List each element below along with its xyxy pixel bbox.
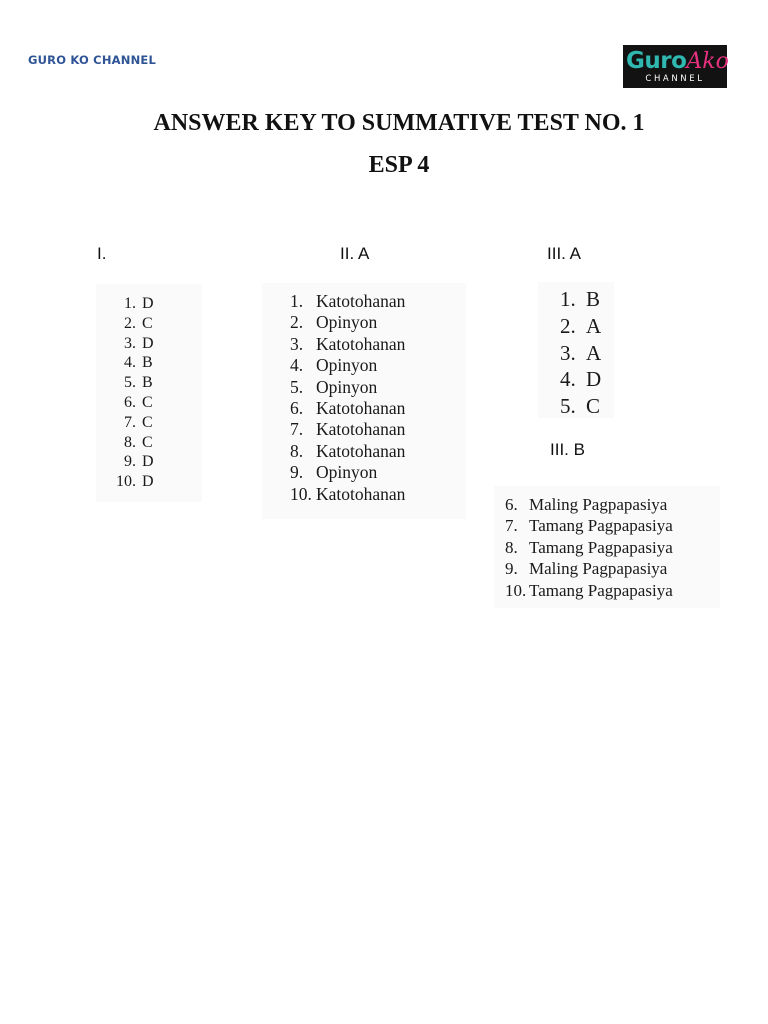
answer-number: 6. xyxy=(505,495,518,514)
section-label-i: I. xyxy=(97,244,107,263)
answer-number: 3. xyxy=(560,340,576,365)
answer-number: 7. xyxy=(505,516,518,536)
answer-item xyxy=(290,355,405,376)
answer-item xyxy=(114,314,154,334)
answer-text: D xyxy=(586,367,602,392)
answer-item xyxy=(114,353,154,373)
answer-text: C xyxy=(586,394,601,419)
answer-number: 4. xyxy=(290,355,304,376)
answer-text: C xyxy=(142,314,153,332)
answer-text: Katotohanan xyxy=(316,333,406,354)
answer-box-section-iii-b xyxy=(494,486,720,608)
answer-item xyxy=(290,377,405,398)
answer-number: 3. xyxy=(290,333,304,354)
answer-item xyxy=(114,334,154,354)
answer-item xyxy=(505,494,673,515)
answer-number: 7. xyxy=(290,419,304,440)
answer-text: Opinyon xyxy=(316,376,378,397)
header-brand: GURO KO CHANNEL xyxy=(28,53,156,67)
answer-list xyxy=(560,286,601,420)
answer-item xyxy=(560,366,601,393)
answer-item xyxy=(560,340,601,367)
answer-text: Katotohanan xyxy=(316,398,406,419)
answer-number: 9. xyxy=(505,559,518,579)
answer-item xyxy=(114,413,154,433)
logo-text-sub: CHANNEL xyxy=(645,74,705,84)
answer-item xyxy=(560,393,601,420)
answer-item xyxy=(114,452,154,472)
answer-text: B xyxy=(142,374,153,392)
document-subtitle: ESP 4 xyxy=(368,152,430,178)
answer-number: 1. xyxy=(560,287,576,311)
answer-text: D xyxy=(142,453,154,471)
answer-text: C xyxy=(142,413,153,431)
answer-item xyxy=(290,484,405,505)
answer-number: 5. xyxy=(124,374,136,392)
answer-item xyxy=(114,393,154,413)
logo-wordmark xyxy=(626,47,729,75)
answer-text: Opinyon xyxy=(316,312,378,333)
answer-number: 2. xyxy=(560,313,576,338)
answer-number: 4. xyxy=(124,354,136,372)
answer-item xyxy=(290,334,405,355)
answer-text: Katotohanan xyxy=(316,440,406,461)
answer-item xyxy=(290,398,405,419)
answer-item xyxy=(114,294,154,314)
answer-number: 4. xyxy=(560,367,576,392)
answer-item xyxy=(290,419,405,440)
answer-text: C xyxy=(142,433,153,451)
answer-text: D xyxy=(142,334,154,352)
answer-text: D xyxy=(142,473,154,491)
answer-number: 10. xyxy=(505,580,527,600)
answer-item xyxy=(505,537,673,558)
answer-number: 1. xyxy=(124,295,136,312)
channel-logo xyxy=(623,45,727,88)
answer-list xyxy=(114,294,154,492)
answer-text: C xyxy=(142,393,153,411)
document-title: ANSWER KEY TO SUMMATIVE TEST NO. 1 xyxy=(153,110,645,136)
answer-number: 3. xyxy=(124,334,136,352)
answer-text: Katotohanan xyxy=(316,419,406,440)
answer-text: Tamang Pagpapasiya xyxy=(529,516,673,536)
answer-item xyxy=(290,441,405,462)
answer-text: Maling Pagpapasiya xyxy=(529,495,668,514)
answer-item xyxy=(560,286,601,313)
answer-text: Tamang Pagpapasiya xyxy=(529,537,673,557)
answer-item xyxy=(290,312,405,333)
answer-text: Maling Pagpapasiya xyxy=(529,559,668,579)
section-label-iii-b: III. B xyxy=(550,440,585,459)
answer-number: 10. xyxy=(116,473,136,491)
answer-text: A xyxy=(586,340,602,365)
answer-list xyxy=(505,494,673,601)
answer-number: 8. xyxy=(124,433,136,451)
answer-text: Opinyon xyxy=(316,355,378,376)
answer-box-section-i xyxy=(96,284,202,502)
answer-item xyxy=(114,433,154,453)
answer-number: 2. xyxy=(124,314,136,332)
answer-number: 6. xyxy=(124,393,136,411)
answer-item xyxy=(290,462,405,483)
answer-number: 7. xyxy=(124,413,136,431)
answer-list xyxy=(290,291,405,505)
logo-text-accent: Ako xyxy=(686,49,729,74)
answer-text: Opinyon xyxy=(316,462,378,483)
answer-text: A xyxy=(586,313,602,338)
answer-text: Katotohanan xyxy=(316,483,406,504)
answer-item xyxy=(560,313,601,340)
answer-text: D xyxy=(142,295,154,312)
logo-text-main: Guro xyxy=(626,48,687,74)
answer-text: Katotohanan xyxy=(316,291,406,311)
answer-number: 2. xyxy=(290,312,304,333)
answer-item xyxy=(505,558,673,579)
answer-number: 9. xyxy=(124,453,136,471)
answer-number: 5. xyxy=(560,394,576,419)
answer-item xyxy=(114,373,154,393)
section-label-iii-a: III. A xyxy=(547,244,582,263)
answer-text: Tamang Pagpapasiya xyxy=(529,580,673,600)
answer-text: B xyxy=(586,287,601,311)
answer-number: 6. xyxy=(290,398,304,419)
answer-number: 5. xyxy=(290,376,304,397)
answer-item xyxy=(505,515,673,536)
answer-box-section-ii-a xyxy=(262,283,466,519)
section-label-ii-a: II. A xyxy=(340,244,370,263)
answer-number: 9. xyxy=(290,462,304,483)
answer-number: 8. xyxy=(505,537,518,557)
answer-number: 8. xyxy=(290,440,304,461)
answer-item xyxy=(290,291,405,312)
answer-item xyxy=(114,472,154,492)
answer-item xyxy=(505,580,673,601)
answer-number: 1. xyxy=(290,291,304,311)
answer-box-section-iii-a xyxy=(538,282,614,418)
answer-text: B xyxy=(142,354,153,372)
answer-number: 10. xyxy=(290,483,312,504)
